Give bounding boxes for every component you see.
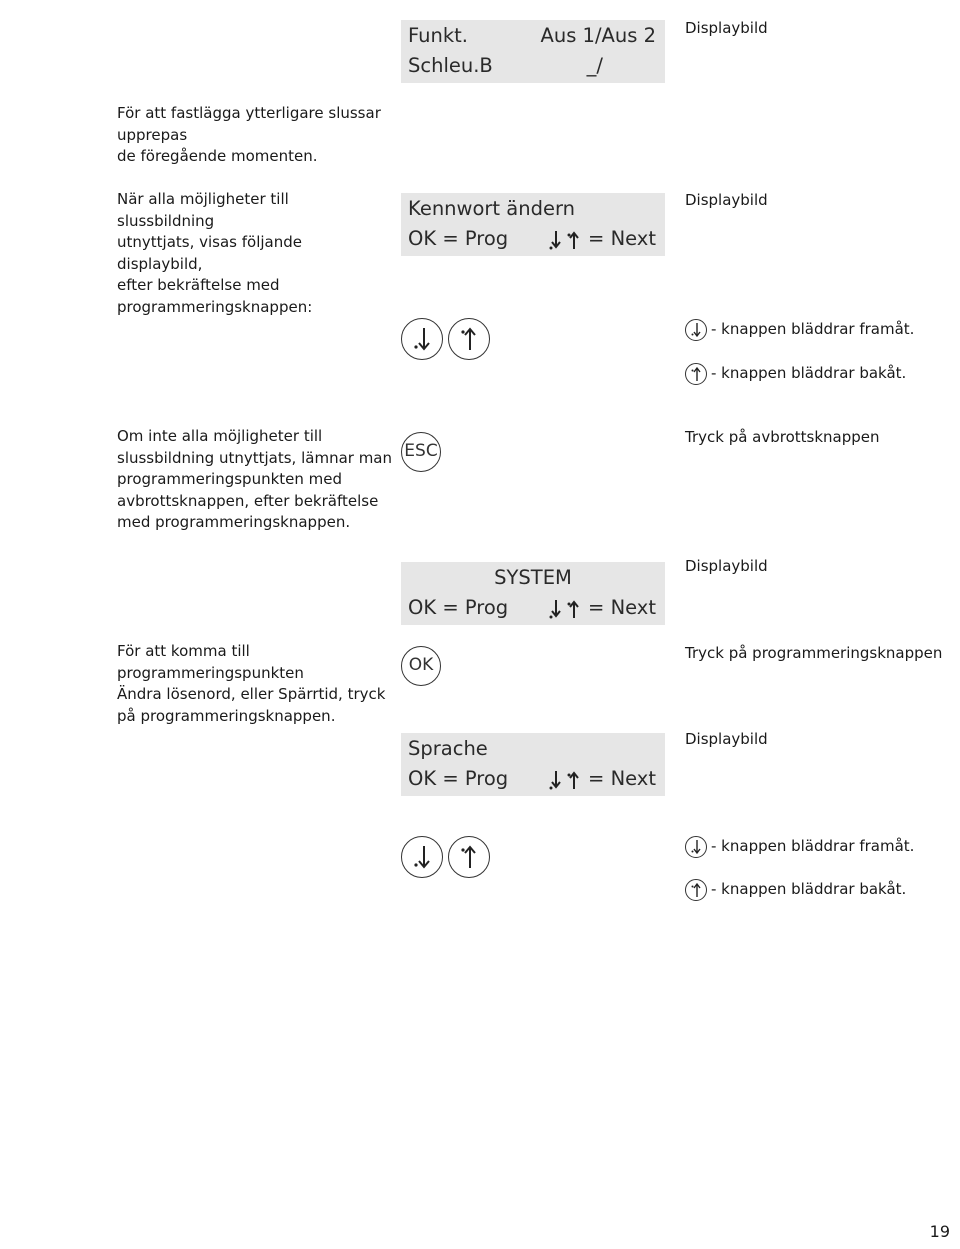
display-kennwort: [401, 193, 665, 256]
arrow-up-icon: [449, 319, 489, 359]
label-tryck-prog: Tryck på programmeringsknappen: [685, 644, 943, 662]
display-line2-left: OK = Prog: [408, 596, 509, 619]
paragraph-repeat: För att fastlägga ytterligare slussar upprepas de föregående momenten.: [117, 104, 381, 165]
arrow-down-icon: [402, 319, 442, 359]
display-line1-left: Funkt.: [408, 24, 469, 47]
display-line1: Sprache: [408, 737, 488, 760]
display-line2-left: OK = Prog: [408, 227, 509, 250]
esc-button[interactable]: ESC: [401, 432, 441, 472]
display-line2-left: Schleu.B: [408, 54, 493, 77]
arrows-icon: [548, 769, 582, 791]
arrows-icon: [548, 229, 582, 251]
display-line2-right: = Next: [548, 593, 656, 623]
label-displaybild-3: Displaybild: [685, 557, 768, 575]
legend-forward: - knappen bläddrar framåt.: [685, 317, 914, 341]
up-button-2[interactable]: [448, 836, 490, 878]
paragraph-esc: Om inte alla möjligheter till slussbildning utnyttjats, lämnar man programmeringspunkten med avbrottsknappen, efter bekräftelse med programmeringsknappen.: [117, 427, 393, 531]
arrow-down-icon: [686, 837, 706, 857]
display-funkt: [401, 20, 665, 83]
display-sprache: [401, 733, 665, 796]
display-line2-right: = Next: [548, 224, 656, 254]
legend-back: - knappen bläddrar bakåt.: [685, 361, 906, 385]
page-number: 19: [929, 1222, 950, 1241]
ok-button[interactable]: OK: [401, 646, 441, 686]
display-line1: Kennwort ändern: [408, 197, 575, 220]
label-tryck-avbrott: Tryck på avbrottsknappen: [685, 428, 880, 446]
legend-back-2: - knappen bläddrar bakåt.: [685, 877, 906, 901]
arrows-icon: [548, 598, 582, 620]
label-displaybild-4: Displaybild: [685, 730, 768, 748]
legend-forward-2: - knappen bläddrar framåt.: [685, 834, 914, 858]
arrow-up-icon: [686, 364, 706, 384]
arrow-up-icon: [449, 837, 489, 877]
arrow-down-icon: [402, 837, 442, 877]
up-button[interactable]: [448, 318, 490, 360]
arrow-down-icon: [686, 320, 706, 340]
display-system: [401, 562, 665, 625]
down-button-2[interactable]: [401, 836, 443, 878]
arrow-up-icon: [686, 880, 706, 900]
paragraph-all-used: När alla möjligheter till slussbildning utnyttjats, visas följande displaybild, efter bekräftelse med programmeringsknappen:: [117, 190, 313, 316]
display-line2-left: OK = Prog: [408, 767, 509, 790]
display-line2-right: = Next: [548, 764, 656, 794]
label-displaybild-2: Displaybild: [685, 191, 768, 209]
down-button[interactable]: [401, 318, 443, 360]
display-line1: SYSTEM: [494, 566, 572, 589]
label-displaybild-1: Displaybild: [685, 19, 768, 37]
display-line2-right: _/: [586, 54, 603, 77]
display-line1-right: Aus 1/Aus 2: [540, 24, 656, 47]
paragraph-ok: För att komma till programmeringspunkten Ändra lösenord, eller Spärrtid, tryck på programmeringsknappen.: [117, 642, 386, 725]
